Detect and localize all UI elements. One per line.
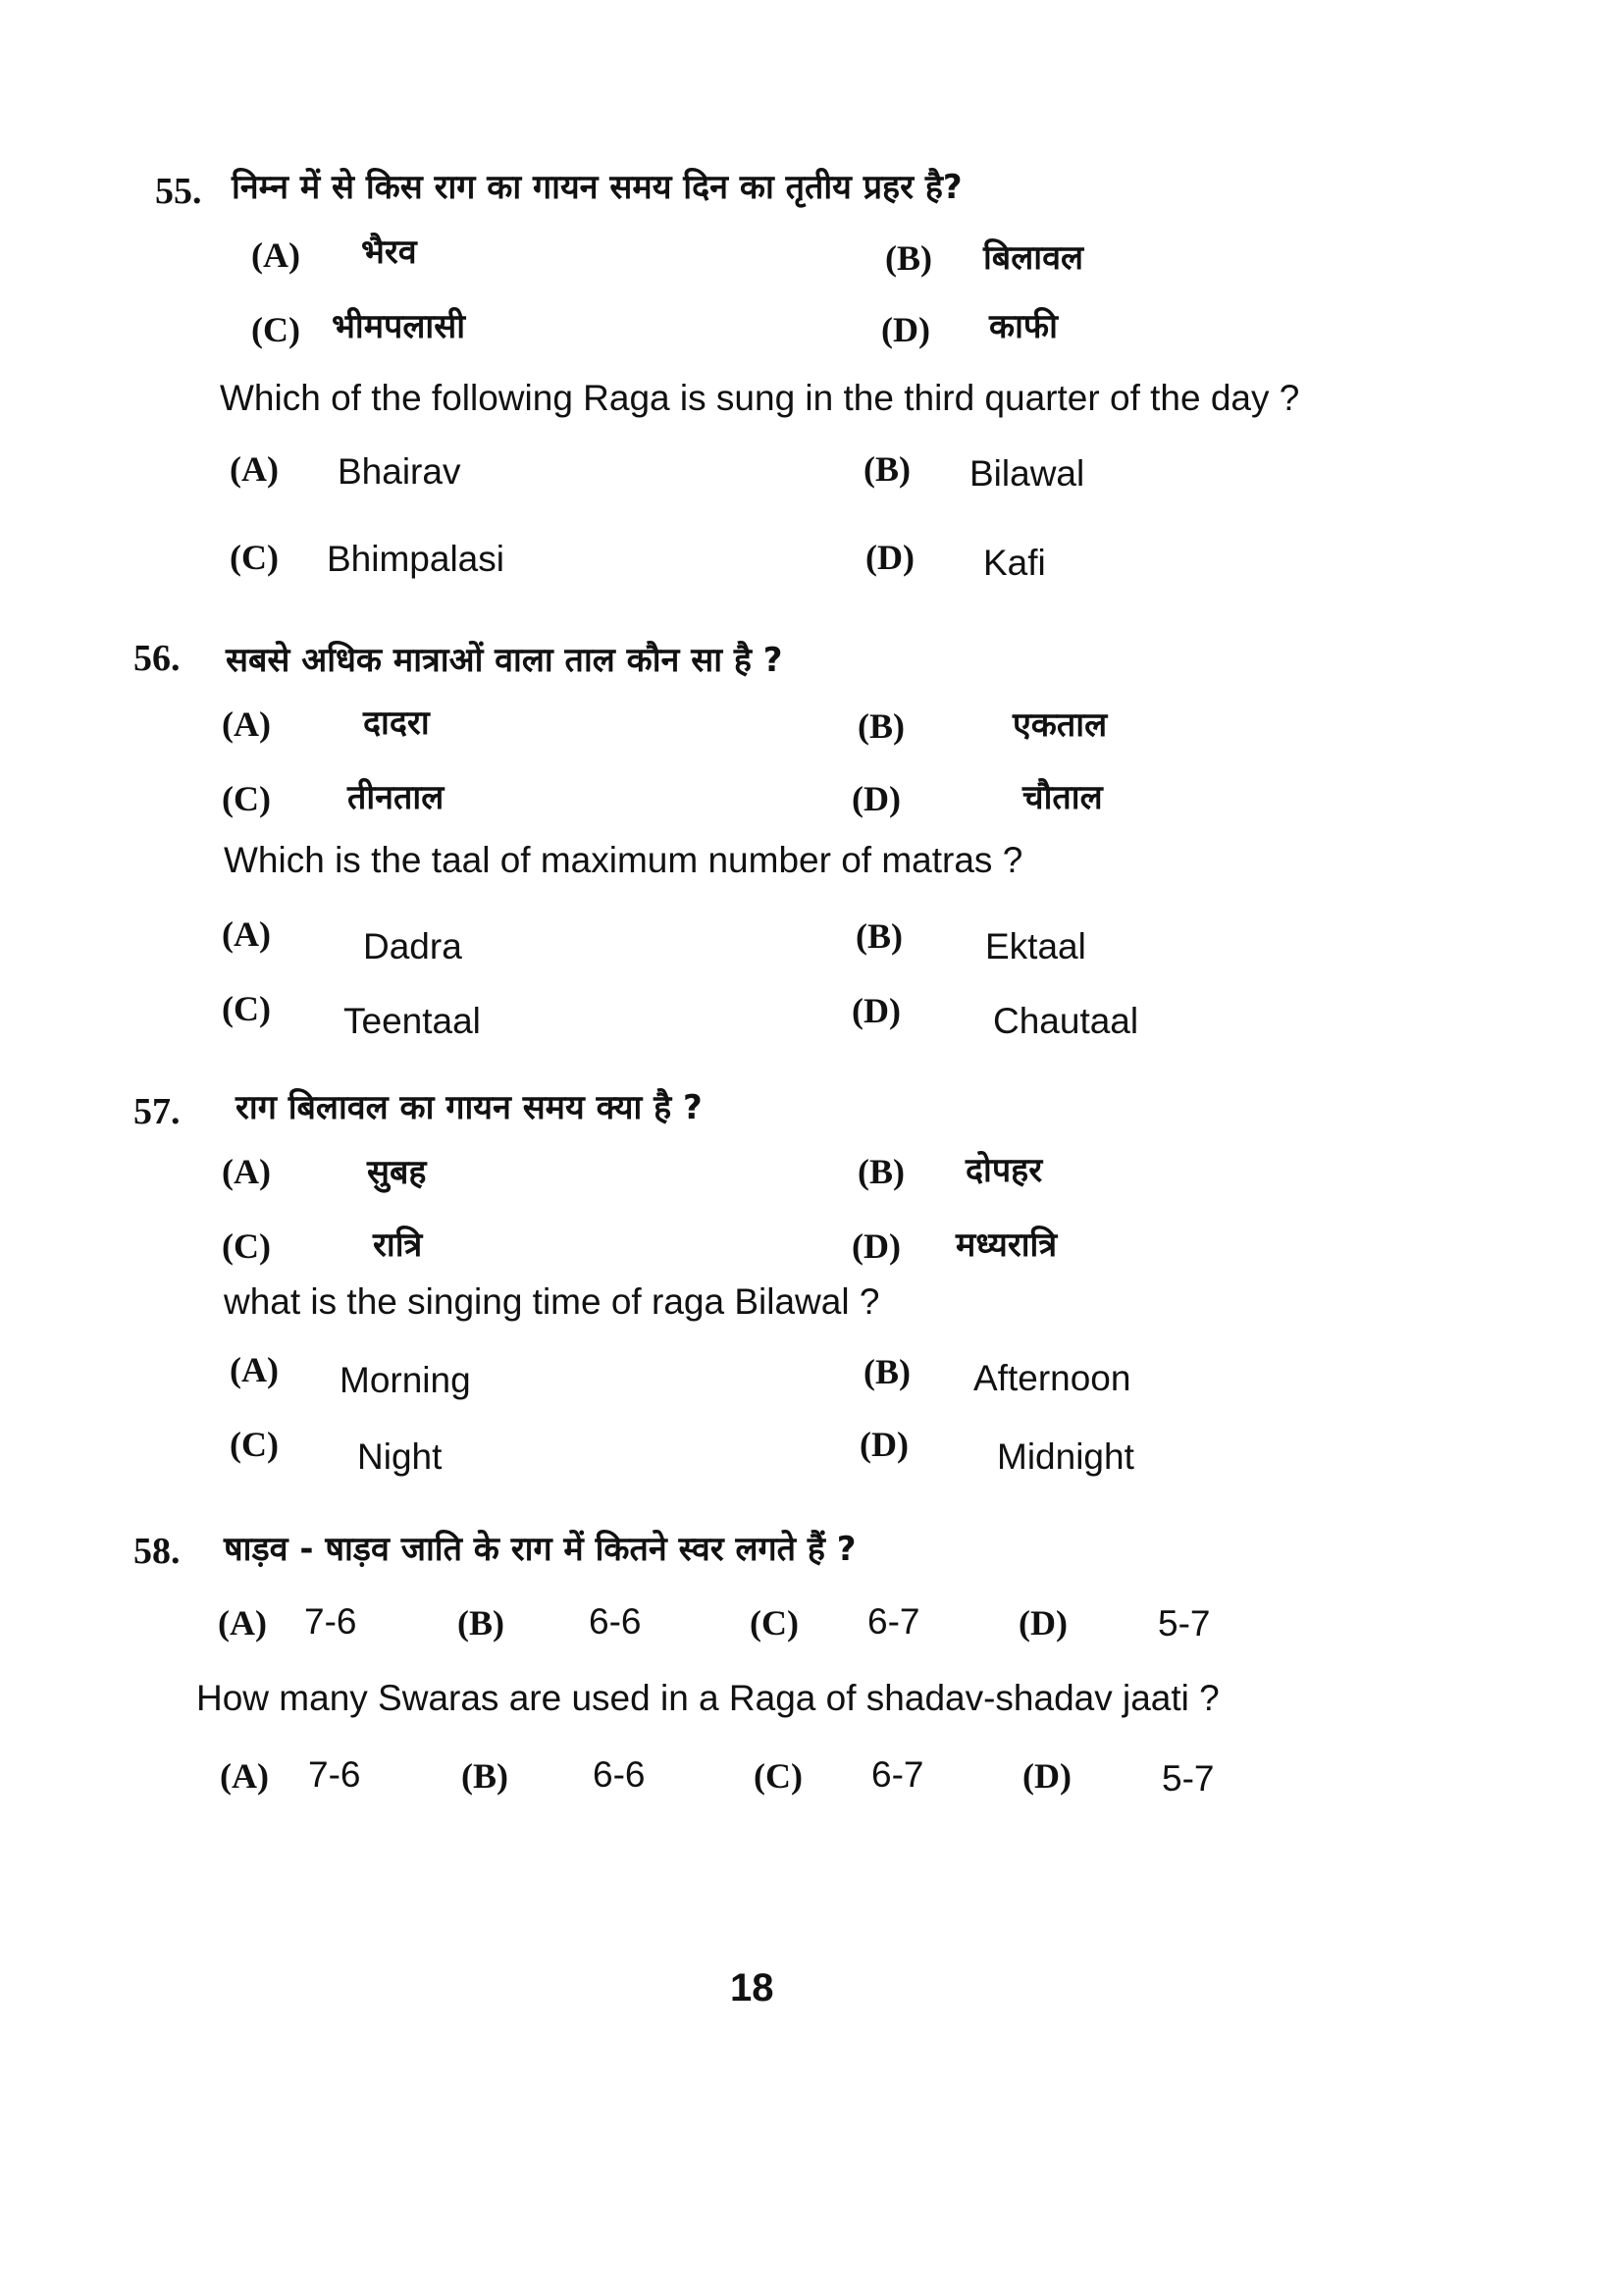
option-label: (C) [222,1226,271,1266]
option-label: (C) [222,989,271,1028]
option-text: 6-6 [589,1601,642,1642]
option-label: (B) [858,1152,905,1191]
option-text-english: Afternoon [973,1358,1131,1398]
option-label: (D) [852,779,901,818]
option-text-english: Night [357,1436,443,1477]
option-text-hindi: बिलावल [983,238,1084,278]
option-label: (C) [754,1756,803,1796]
question-text-english: Which of the following Raga is sung in the third quarter of the day ? [220,378,1300,418]
option-label: (B) [863,449,911,489]
option-text-hindi: एकताल [1013,705,1108,745]
option-label: (A) [222,704,271,744]
option-label: (A) [218,1603,267,1643]
option-text: 6-7 [867,1601,920,1642]
option-text-hindi: चौताल [1022,778,1103,817]
option-text: 6-6 [593,1754,646,1795]
option-label: (C) [230,538,279,577]
option-label: (A) [220,1756,269,1796]
question-number: 57. [133,1091,181,1132]
option-label: (C) [251,310,300,349]
option-label: (D) [852,991,901,1030]
question-text-english: Which is the taal of maximum number of matras ? [224,840,1023,880]
option-label: (D) [1019,1603,1068,1643]
option-label: (D) [860,1425,909,1464]
option-text-english: Teentaal [343,1001,481,1041]
question-number: 55. [155,171,202,212]
option-label: (C) [230,1425,279,1464]
option-label: (A) [222,1152,271,1191]
option-label: (A) [251,235,300,275]
option-text-english: Kafi [983,543,1046,583]
option-text: 7-6 [304,1601,357,1642]
option-text: 5-7 [1162,1758,1215,1799]
option-text: 7-6 [308,1754,361,1795]
question-text-hindi: षाड़व - षाड़व जाति के राग में कितने स्वर लगते हैं ? [224,1530,857,1569]
option-text-hindi: दादरा [363,704,430,743]
option-text-hindi: तीनताल [347,778,445,817]
option-text-english: Bilawal [969,453,1085,494]
option-label: (B) [457,1603,504,1643]
option-label: (A) [230,1350,279,1389]
option-label: (A) [230,449,279,489]
page-number: 18 [730,1966,774,2009]
option-text-english: Ektaal [985,926,1086,966]
question-text-hindi: सबसे अधिक मात्राओं वाला ताल कौन सा है ? [226,641,783,680]
option-label: (C) [750,1603,799,1643]
option-label: (B) [858,706,905,746]
option-label: (B) [885,238,932,278]
option-text-hindi: सुबह [367,1153,427,1192]
question-text-english: what is the singing time of raga Bilawal ? [224,1281,880,1322]
option-text-hindi: रात्रि [373,1226,423,1265]
option-text-hindi: दोपहर [966,1151,1043,1190]
question-text-hindi: राग बिलावल का गायन समय क्या है ? [235,1088,703,1127]
option-text-english: Chautaal [993,1001,1139,1041]
option-text: 6-7 [871,1754,924,1795]
question-number: 58. [133,1531,181,1572]
option-label: (B) [856,916,903,956]
option-text-english: Morning [340,1360,471,1400]
option-label: (B) [461,1756,508,1796]
option-label: (D) [1022,1756,1072,1796]
option-label: (C) [222,779,271,818]
option-text-english: Bhairav [338,451,461,492]
option-label: (D) [865,538,915,577]
question-text-english: How many Swaras are used in a Raga of shadav-shadav jaati ? [196,1678,1220,1718]
option-label: (B) [863,1352,911,1391]
option-text-hindi: भैरव [361,233,417,272]
option-text-hindi: काफी [989,307,1058,346]
option-text-english: Midnight [997,1436,1134,1477]
option-text-english: Bhimpalasi [327,539,504,579]
option-text-english: Dadra [363,926,462,966]
option-label: (D) [881,310,930,349]
option-text-hindi: मध्यरात्रि [956,1226,1058,1265]
option-label: (D) [852,1226,901,1266]
option-text-hindi: भीमपलासी [332,307,465,346]
question-text-hindi: निम्न में से किस राग का गायन समय दिन का तृतीय प्रहर है? [232,168,963,207]
option-text: 5-7 [1158,1603,1211,1644]
option-label: (A) [222,914,271,954]
question-number: 56. [133,638,181,679]
